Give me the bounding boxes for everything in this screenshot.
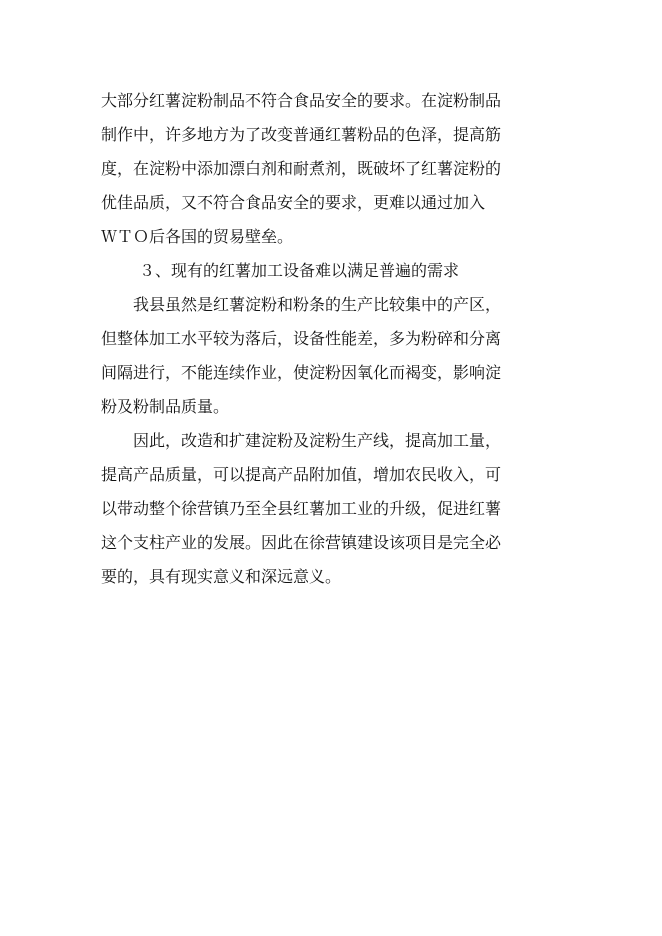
paragraph-3-line: 提高产品质量，可以提高产品附加值，增加农民收入，可 — [101, 465, 502, 484]
paragraph-3-line: 这个支柱产业的发展。因此在徐营镇建设该项目是完全必 — [101, 533, 502, 552]
paragraph-1-line: 度，在淀粉中添加漂白剂和耐煮剂，既破坏了红薯淀粉的 — [101, 159, 502, 178]
paragraph-1-line: 大部分红薯淀粉制品不符合食品安全的要求。在淀粉制品 — [101, 91, 502, 110]
paragraph-3-line: 以带动整个徐营镇乃至全县红薯加工业的升级，促进红薯 — [101, 499, 502, 518]
paragraph-1-line: 优佳品质，又不符合食品安全的要求，更难以通过加入 — [101, 193, 486, 212]
paragraph-1-line: 制作中，许多地方为了改变普通红薯粉品的色泽，提高筋 — [101, 125, 502, 144]
paragraph-2-line: 我县虽然是红薯淀粉和粉条的生产比较集中的产区， — [133, 295, 502, 314]
paragraph-3-line: 因此，改造和扩建淀粉及淀粉生产线，提高加工量， — [133, 431, 502, 450]
paragraph-3-line: 要的，具有现实意义和深远意义。 — [101, 567, 342, 586]
paragraph-2-line: 但整体加工水平较为落后，设备性能差，多为粉碎和分离 — [101, 329, 502, 348]
paragraph-1-line: ＷＴＯ后各国的贸易壁垒。 — [101, 227, 294, 246]
section-heading: ３、现有的红薯加工设备难以满足普遍的需求 — [139, 261, 460, 280]
paragraph-2-line: 粉及粉制品质量。 — [101, 397, 230, 416]
paragraph-2-line: 间隔进行，不能连续作业，使淀粉因氧化而褐变，影响淀 — [101, 363, 502, 382]
document-body — [101, 84, 561, 594]
